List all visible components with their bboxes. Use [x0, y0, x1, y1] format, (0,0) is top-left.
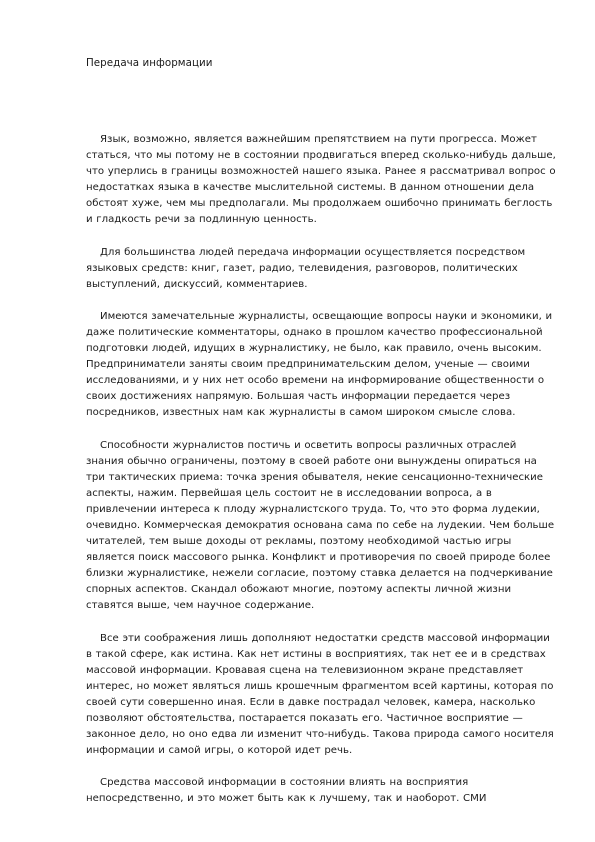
paragraph-6: Средства массовой информации в состоянии влиять на восприятия непосредственно, и это может быть как к лучшему, так и наоборот. СМИ [86, 777, 487, 805]
document-title: Передача информации [86, 57, 213, 69]
paragraph-3: Имеются замечательные журналисты, освещающие вопросы науки и экономики, и даже политические комментаторы, однако в прошлом качество профессиональной подготовки людей, идущих в журналистику, не было, как правило, очень высоким. Предприниматели заняты своим предпринимательским делом, ученые — своими исследованиями, и у них нет особо времени на информирование общественности о своих достижениях напрямую. Большая часть информации передается через посредников, известных нам как журналисты в самом широком смысле слова. [86, 310, 553, 419]
paragraph-2: Для большинства людей передача информации осуществляется посредством языковых средств: книг, газет, радио, телевидения, разговоров, политических выступлений, дискуссий, комментариев. [86, 246, 526, 290]
document-body [86, 132, 556, 823]
paragraph-4: Способности журналистов постичь и осветить вопросы различных отраслей знания обычно ограничены, поэтому в своей работе они вынуждены опираться на три тактических приема: точка зрения обывателя, некие сенсационно-технические аспекты, нажим. Первейшая цель состоит не в исследовании вопроса, а в привлечении интереса к плоду журналистского труда. То, что это форма лудекии, очевидно. Коммерческая демократия основана сама по себе на лудекии. Чем больше читателей, тем выше доходы от рекламы, поэтому необходимой частью игры является поиск массового рынка. Конфликт и противоречия по своей природе более близки журналистике, нежели согласие, поэтому ставка делается на подчеркивание спорных аспектов. Скандал обожают многие, поэтому аспекты личной жизни ставятся выше, чем научное содержание. [86, 439, 555, 612]
paragraph-5: Все эти соображения лишь дополняют недостатки средств массовой информации в такой сфере, как истина. Как нет истины в восприятиях, так нет ее и в средствах массовой информации. Кровавая сцена на телевизионном экране представляет интерес, но может являться лишь крошечным фрагментом всей картины, которая по своей сути совершенно иная. Если в давке пострадал человек, камера, насколько позволяют обстоятельства, постарается показать его. Частичное восприятие — законное дело, но оно едва ли изменит что-нибудь. Такова природа самого носителя информации и самой игры, о которой идет речь. [86, 632, 554, 757]
paragraph-1: Язык, возможно, является важнейшим препятствием на пути прогресса. Может статься, что мы потому не в состоянии продвигаться вперед сколько-нибудь дальше, что уперлись в границы возможностей нашего языка. Ранее я рассматривал вопрос о недостатках языка в качестве мыслительной системы. В данном отношении дела обстоят хуже, чем мы предполагали. Мы продолжаем ошибочно принимать беглость и гладкость речи за подлинную ценность. [86, 134, 556, 226]
